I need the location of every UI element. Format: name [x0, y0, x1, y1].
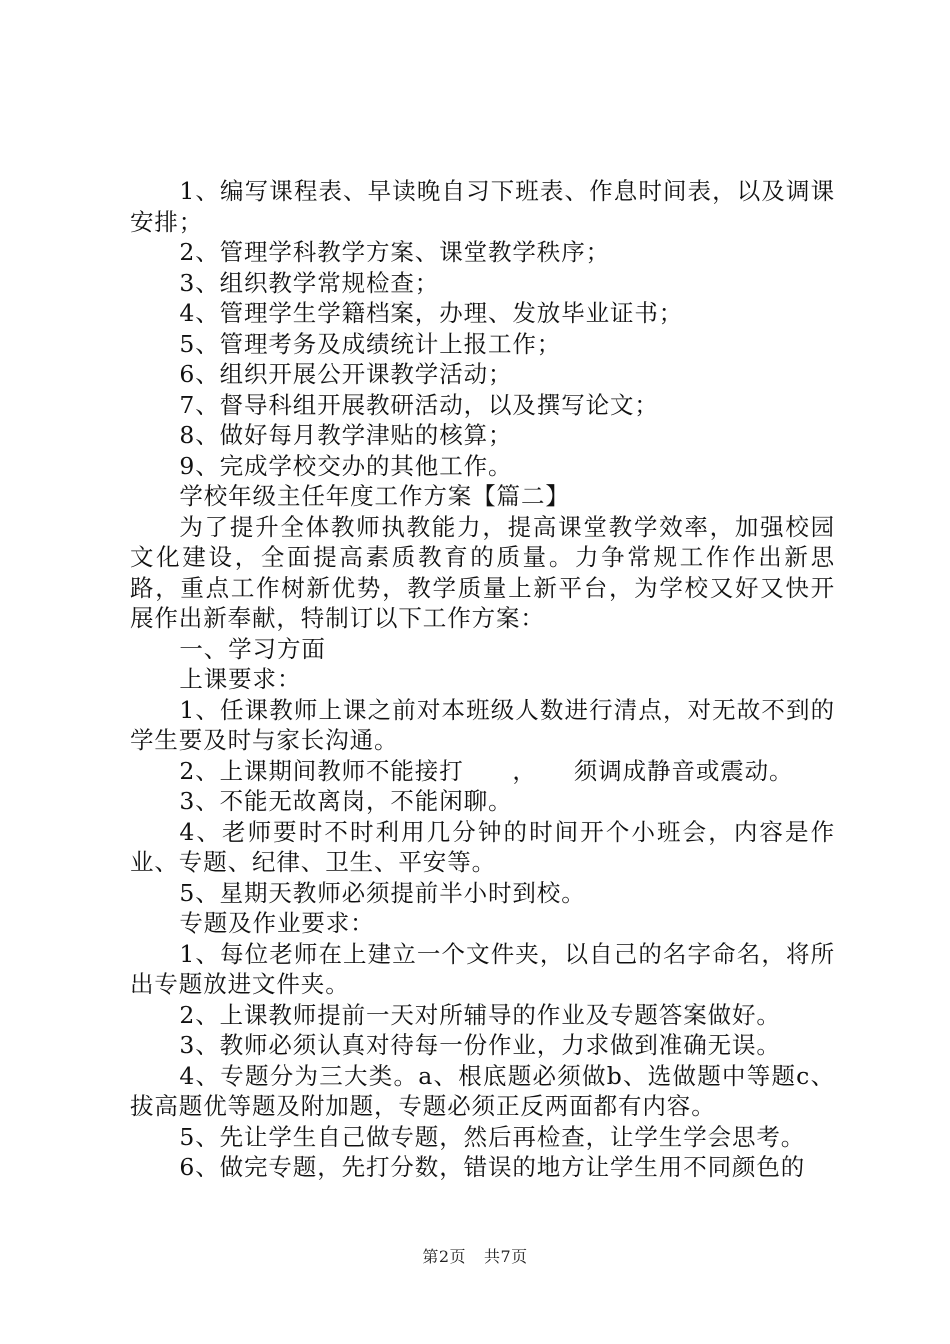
paragraph: 1、编写课程表、早读晚自习下班表、作息时间表，以及调课安排；	[130, 177, 835, 236]
paragraph: 3、教师必须认真对待每一份作业，力求做到准确无误。	[179, 1031, 781, 1059]
paragraph: 5、星期天教师必须提前半小时到校。	[179, 878, 586, 907]
paragraph: 2、管理学科教学方案、课堂教学秩序；	[179, 238, 610, 266]
paragraph: 1、任课教师上课之前对本班级人数进行清点，对无故不到的学生要及时与家长沟通。	[130, 695, 835, 754]
document-body	[130, 176, 835, 1183]
paragraph: 7、督导科组开展教研活动，以及撰写论文；	[179, 390, 659, 419]
paragraph: 4、专题分为三大类。a、根底题必须做b、选做题中等题c、拔高题优等题及附加题，专题必须正反两面都有内容。	[130, 1061, 835, 1120]
paragraph: 5、先让学生自己做专题，然后再检查，让学生学会思考。	[179, 1122, 806, 1151]
section-heading: 一、学习方面	[179, 634, 326, 663]
paragraph: 4、老师要时不时利用几分钟的时间开个小班会，内容是作业、专题、纪律、卫生、平安等。	[130, 817, 835, 876]
paragraph: 6、组织开展公开课教学活动；	[179, 360, 513, 388]
paragraph: 6、做完专题，先打分数，错误的地方让学生用不同颜色的	[179, 1153, 806, 1181]
paragraph: 1、每位老师在上建立一个文件夹，以自己的名字命名，将所出专题放进文件夹。	[130, 939, 835, 998]
subheading: 专题及作业要求：	[179, 909, 375, 937]
paragraph: 3、不能无故离岗，不能闲聊。	[179, 787, 513, 815]
subheading: 上课要求：	[179, 665, 302, 693]
paragraph: 5、管理考务及成绩统计上报工作；	[179, 329, 562, 358]
paragraph: 2、上课教师提前一天对所辅导的作业及专题答案做好。	[179, 1000, 781, 1029]
section-heading: 学校年级主任年度工作方案【篇二】	[179, 482, 570, 510]
paragraph: 8、做好每月教学津贴的核算；	[179, 421, 513, 449]
paragraph: 9、完成学校交办的其他工作。	[179, 451, 513, 480]
paragraph: 3、组织教学常规检查；	[179, 268, 440, 297]
paragraph: 4、管理学生学籍档案，办理、发放毕业证书；	[179, 299, 684, 327]
page-number: 第2页	[422, 1247, 466, 1266]
page-footer	[0, 1244, 950, 1267]
page-total: 共7页	[484, 1247, 528, 1266]
paragraph: 为了提升全体教师执教能力，提高课堂教学效率，加强校园文化建设，全面提高素质教育的质量。力争常规工作作出新思路，重点工作树新优势，教学质量上新平台，为学校又好又快开展作出新奉献，特制订以下工作方案：	[130, 512, 835, 632]
paragraph: 2、上课期间教师不能接打 ， 须调成静音或震动。	[179, 756, 794, 785]
